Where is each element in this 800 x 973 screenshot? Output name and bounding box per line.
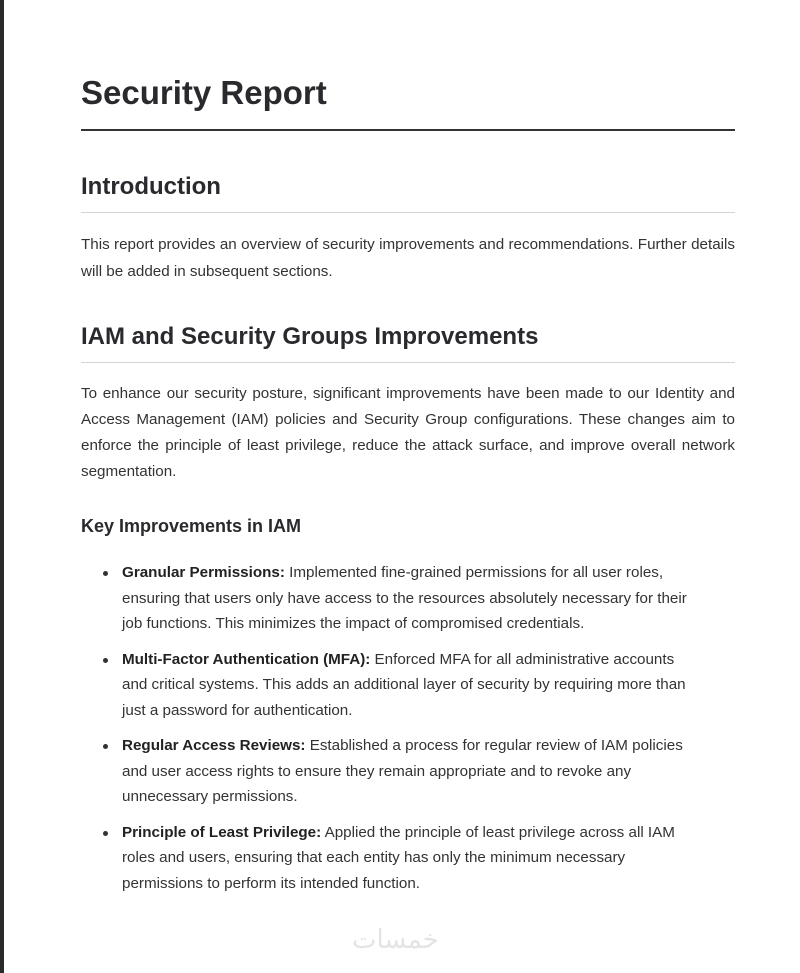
introduction-paragraph: This report provides an overview of security improvements and recommendations. Further details will be added in subsequent sections. bbox=[81, 236, 735, 280]
list-item bbox=[81, 647, 702, 724]
section-heading-iam: IAM and Security Groups Improvements bbox=[81, 323, 539, 350]
item-label: Granular Permissions: bbox=[122, 564, 285, 581]
section-divider bbox=[81, 212, 735, 213]
bullet-icon bbox=[103, 658, 108, 663]
item-text: Established a process for regular review of IAM policies and user access rights to ensure they remain appropriate and to revoke any unnecessary permissions. bbox=[122, 737, 683, 805]
watermark: خمسات bbox=[352, 925, 439, 955]
list-item bbox=[81, 560, 702, 637]
item-text: Applied the principle of least privilege across all IAM roles and users, ensuring that each entity has only the minimum necessary permissions to perform its intended function. bbox=[122, 823, 675, 892]
list-item bbox=[81, 820, 702, 897]
item-text: Enforced MFA for all administrative accounts and critical systems. This adds an additional layer of security by requiring more than just a password for authentication. bbox=[122, 650, 686, 719]
item-label: Multi-Factor Authentication (MFA): bbox=[122, 650, 371, 668]
section-heading-introduction: Introduction bbox=[81, 173, 221, 200]
bullet-icon bbox=[103, 744, 108, 749]
bullet-icon bbox=[103, 571, 108, 576]
subheading-key-improvements: Key Improvements in IAM bbox=[81, 516, 302, 536]
bullet-icon bbox=[103, 831, 108, 836]
section-divider bbox=[81, 362, 735, 363]
item-label: Regular Access Reviews: bbox=[122, 737, 306, 754]
window-edge bbox=[0, 0, 4, 973]
improvements-list bbox=[81, 560, 735, 906]
item-label: Principle of Least Privilege: bbox=[122, 823, 322, 841]
page-title: Security Report bbox=[81, 74, 327, 111]
item-text: Implemented fine-grained permissions for all user roles, ensuring that users only have access to the resources absolutely necessary for their job functions. This minimizes the impact of compromised credentials. bbox=[122, 564, 687, 632]
list-item bbox=[81, 733, 702, 810]
iam-paragraph: To enhance our security posture, significant improvements have been made to our Identity and Access Management (IAM) policies and Security Group configurations. These changes aim to enforce the principle of least privilege, reduce the attack surface, and improve overall network segmentation. bbox=[81, 385, 735, 480]
title-divider bbox=[81, 129, 735, 131]
